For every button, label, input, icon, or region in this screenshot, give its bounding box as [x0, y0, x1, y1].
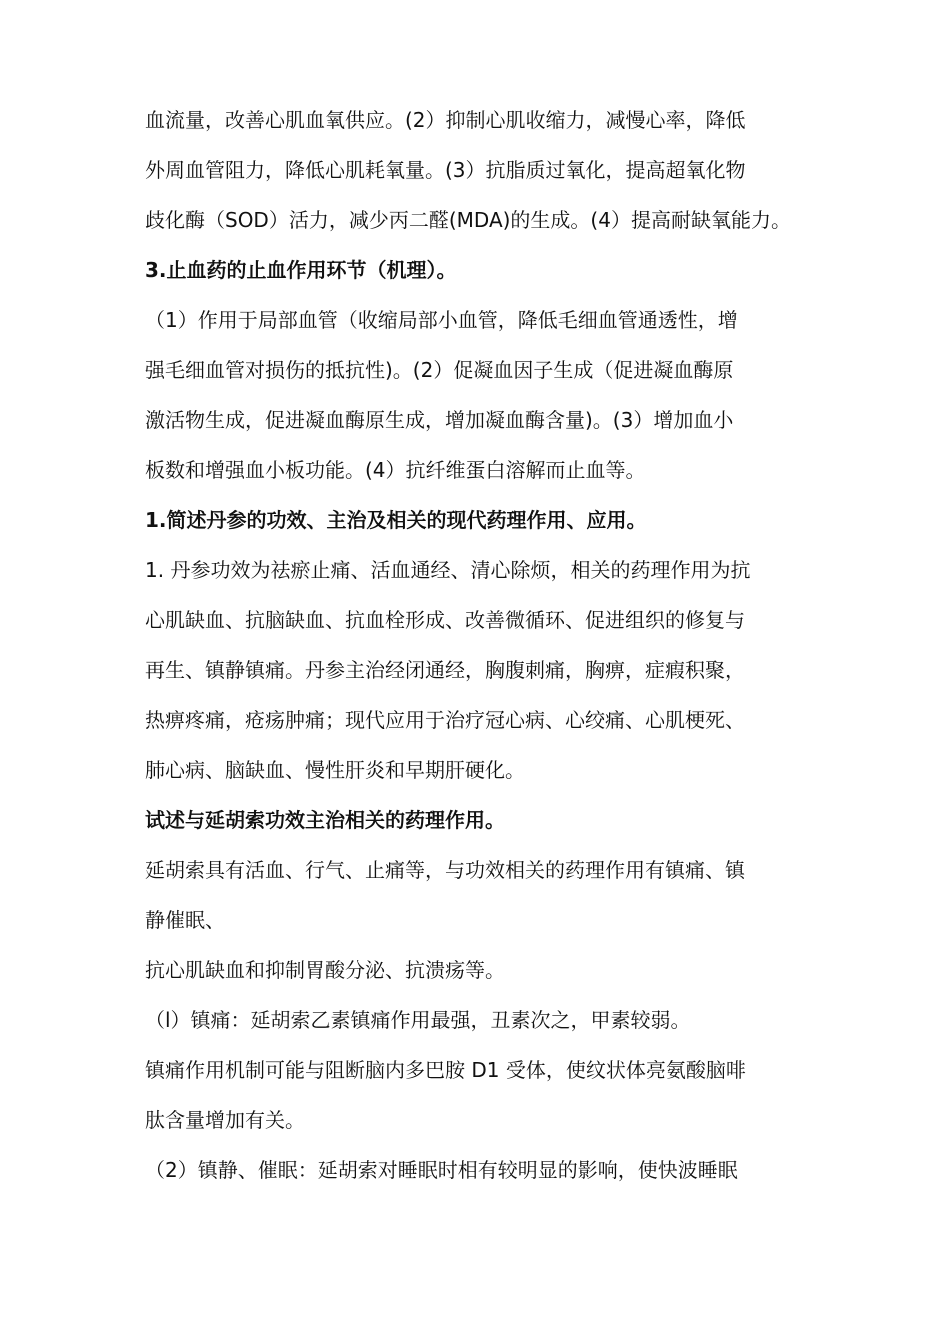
section-heading: 试述与延胡索功效主治相关的药理作用。 [145, 808, 505, 832]
paragraph-line: 心肌缺血、抗脑缺血、抗血栓形成、改善微循环、促进组织的修复与 [145, 608, 745, 632]
paragraph-line: 抗心肌缺血和抑制胃酸分泌、抗溃疡等。 [145, 958, 505, 982]
paragraph-line: 外周血管阻力，降低心肌耗氧量。(3）抗脂质过氧化，提高超氧化物 [145, 158, 746, 182]
paragraph-line: 再生、镇静镇痛。丹参主治经闭通经，胸腹刺痛，胸痹，症瘕积聚， [145, 658, 745, 682]
paragraph-line: 板数和增强血小板功能。(4）抗纤维蛋白溶解而止血等。 [145, 458, 646, 482]
paragraph-line: 血流量，改善心肌血氧供应。(2）抑制心肌收缩力，减慢心率，降低 [145, 108, 746, 132]
paragraph-line: 镇痛作用机制可能与阻断脑内多巴胺 D1 受体，使纹状体亮氨酸脑啡 [145, 1058, 746, 1082]
paragraph-line: 强毛细血管对损伤的抵抗性)。(2）促凝血因子生成（促进凝血酶原 [145, 358, 734, 382]
paragraph-line: （2）镇静、催眠：延胡索对睡眠时相有较明显的影响，使快波睡眠 [145, 1158, 738, 1182]
section-heading: 1.简述丹参的功效、主治及相关的现代药理作用、应用。 [145, 508, 647, 532]
paragraph-line: 静催眠、 [145, 908, 225, 932]
paragraph-line: （1）作用于局部血管（收缩局部小血管，降低毛细血管通透性，增 [145, 308, 738, 332]
paragraph-line: 肽含量增加有关。 [145, 1108, 305, 1132]
paragraph-line: 1. 丹参功效为祛瘀止痛、活血通经、清心除烦，相关的药理作用为抗 [145, 558, 751, 582]
section-heading: 3.止血药的止血作用环节（机理）。 [145, 258, 457, 282]
paragraph-line: 肺心病、脑缺血、慢性肝炎和早期肝硬化。 [145, 758, 525, 782]
paragraph-line: 延胡索具有活血、行气、止痛等，与功效相关的药理作用有镇痛、镇 [145, 858, 745, 882]
paragraph-line: 热痹疼痛，疮疡肿痛；现代应用于治疗冠心病、心绞痛、心肌梗死、 [145, 708, 745, 732]
paragraph-line: （l）镇痛：延胡索乙素镇痛作用最强，丑素次之，甲素较弱。 [145, 1008, 691, 1032]
paragraph-line: 歧化酶（SOD）活力，减少丙二醛(MDA)的生成。(4）提高耐缺氧能力。 [145, 208, 791, 232]
paragraph-line: 激活物生成，促进凝血酶原生成，增加凝血酶含量)。(3）增加血小 [145, 408, 734, 432]
